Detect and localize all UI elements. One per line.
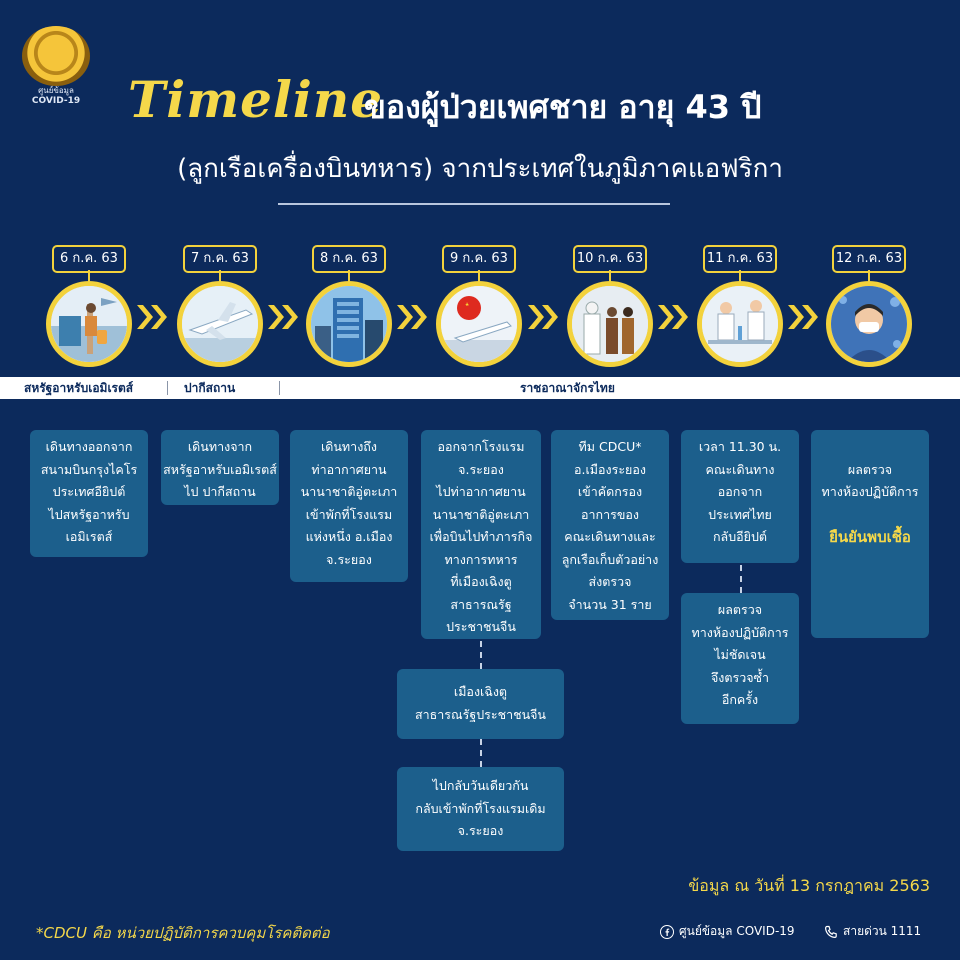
facebook-page-name: ศูนย์ข้อมูล COVID-19 <box>679 924 795 938</box>
facebook-icon <box>660 925 674 939</box>
chevron-right-icon <box>266 303 300 331</box>
infected-person-icon <box>826 281 912 367</box>
phone-icon <box>824 925 838 939</box>
event-box-day10: ทีม CDCU* อ.เมืองระยอง เข้าคัดกรอง อาการของ คณะเดินทางและ ลูกเรือเก็บตัวอย่าง ส่งตรวจ จำนวน 31 ราย <box>551 430 669 620</box>
laboratory-icon <box>697 281 783 367</box>
data-as-of-date: ข้อมูล ณ วันที่ 13 กรกฎาคม 2563 <box>688 876 930 895</box>
date-label-10: 10 ก.ค. 63 <box>573 245 647 273</box>
date-label-8: 8 ก.ค. 63 <box>312 245 386 273</box>
chevron-right-icon <box>786 303 820 331</box>
government-seal-logo <box>22 26 90 86</box>
country-label-thailand: ราชอาณาจักรไทย <box>520 381 615 395</box>
airplane-icon <box>177 281 263 367</box>
event-box-day11: เวลา 11.30 น. คณะเดินทาง ออกจาก ประเทศไทย กลับอียิปต์ <box>681 430 799 563</box>
subtitle: (ลูกเรือเครื่องบินทหาร) จากประเทศในภูมิภาคแอฟริกา <box>177 154 783 184</box>
logo-caption-bottom: COVID-19 <box>31 96 81 106</box>
chevron-right-icon <box>395 303 429 331</box>
title-timeline-word: Timeline <box>128 70 384 129</box>
event-box-day8: เดินทางถึง ท่าอากาศยาน นานาชาติอู่ตะเภา เข้าพักที่โรงแรม แห่งหนึ่ง อ.เมือง จ.ระยอง <box>290 430 408 582</box>
chevron-right-icon <box>526 303 560 331</box>
country-label-pakistan: ปากีสถาน <box>184 381 236 395</box>
event-box-day9-return: ไปกลับวันเดียวกัน กลับเข้าพักที่โรงแรมเดิม จ.ระยอง <box>397 767 564 851</box>
logo-caption-top: ศูนย์ข้อมูล <box>38 86 74 95</box>
country-label-uae: สหรัฐอาหรับเอมิเรตส์ <box>24 381 134 395</box>
country-band <box>0 377 960 399</box>
event-box-day12 <box>811 430 929 638</box>
cdcu-footnote: *CDCU คือ หน่วยปฏิบัติการควบคุมโรคติดต่อ <box>36 924 330 942</box>
facebook-page-credit <box>660 922 795 941</box>
day12-result-text: ผลตรวจ ทางห้องปฏิบัติการ <box>821 461 919 499</box>
title-text: ของผู้ป่วยเพศชาย อายุ 43 ปี <box>364 88 762 126</box>
dashed-connector <box>480 641 482 669</box>
airport-traveler-icon <box>46 281 132 367</box>
date-label-6: 6 ก.ค. 63 <box>52 245 126 273</box>
dashed-connector <box>480 739 482 767</box>
date-label-7: 7 ก.ค. 63 <box>183 245 257 273</box>
hotel-building-icon <box>306 281 392 367</box>
chevron-right-icon <box>656 303 690 331</box>
event-box-day9: ออกจากโรงแรม จ.ระยอง ไปท่าอากาศยาน นานาชาติอู่ตะเภา เพื่อบินไปทำภารกิจ ทางการทหาร ที่เมืองเฉิงตู สาธารณรัฐ ประชาชนจีน <box>421 430 541 639</box>
logo-caption <box>14 86 98 106</box>
health-screening-icon <box>567 281 653 367</box>
country-divider <box>279 381 280 395</box>
dashed-connector <box>740 565 742 593</box>
hotline-number: สายด่วน 1111 <box>843 924 922 938</box>
event-box-day9-chengdu: เมืองเฉิงตู สาธารณรัฐประชาชนจีน <box>397 669 564 739</box>
day12-confirmed-highlight: ยืนยันพบเชื้อ <box>829 528 911 546</box>
date-label-12: 12 ก.ค. 63 <box>832 245 906 273</box>
date-label-11: 11 ก.ค. 63 <box>703 245 777 273</box>
title-divider <box>278 203 670 205</box>
event-box-day6: เดินทางออกจาก สนามบินกรุงไคโร ประเทศอียิปต์ ไปสหรัฐอาหรับ เอมิเรตส์ <box>30 430 148 557</box>
event-box-day11-result: ผลตรวจ ทางห้องปฏิบัติการ ไม่ชัดเจน จึงตรวจซ้ำ อีกครั้ง <box>681 593 799 724</box>
hotline-credit <box>824 922 921 941</box>
event-box-day7: เดินทางจาก สหรัฐอาหรับเอมิเรตส์ ไป ปากีสถาน <box>161 430 279 505</box>
country-divider <box>167 381 168 395</box>
date-label-9: 9 ก.ค. 63 <box>442 245 516 273</box>
chevron-right-icon <box>135 303 169 331</box>
china-flight-icon <box>436 281 522 367</box>
